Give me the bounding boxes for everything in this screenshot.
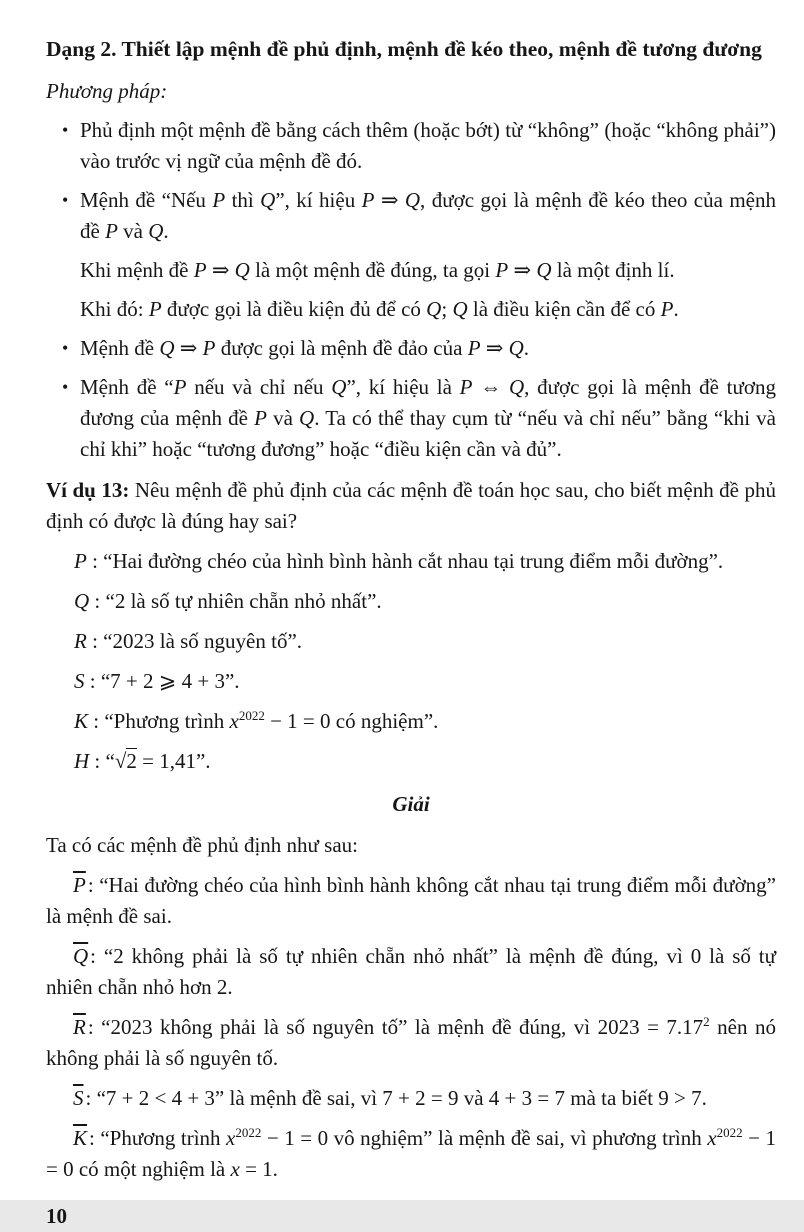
text-run: Khi đó: bbox=[80, 297, 149, 321]
page-number: 10 bbox=[46, 1204, 67, 1228]
text-run: . bbox=[523, 336, 530, 360]
example-13-statement bbox=[46, 475, 776, 537]
text-run: : “Phương trình bbox=[88, 709, 230, 733]
text-run: √ bbox=[114, 749, 127, 773]
text-run: 2022 bbox=[235, 1125, 262, 1140]
text-run: ”, kí hiệu bbox=[275, 188, 362, 212]
method-bullet-equivalence bbox=[46, 372, 776, 465]
text-run: Ví dụ 13: bbox=[46, 478, 130, 502]
text-run: Q bbox=[509, 375, 525, 399]
text-run: 2022 bbox=[238, 708, 265, 723]
negation-K bbox=[46, 1123, 776, 1185]
text-run: 2022 bbox=[716, 1125, 743, 1140]
text-run: Mệnh đề bbox=[80, 336, 160, 360]
text-run: K bbox=[74, 709, 89, 733]
text-run: : “Hai đường chéo của hình bình hành không cắt nhau tại trung điểm mỗi đường” là mệnh đề sai. bbox=[46, 873, 776, 928]
text-run: ”, kí hiệu là bbox=[346, 375, 460, 399]
text-run: được gọi là mệnh đề đảo của bbox=[215, 336, 468, 360]
text-run: $\overline{S}$ bbox=[73, 1086, 84, 1110]
proposition-Q bbox=[74, 586, 776, 617]
text-run: : “2 không phải là số tự nhiên chẵn nhỏ nhất” là mệnh đề đúng, vì 0 là số tự nhiên chẵn nhỏ hơn 2. bbox=[46, 944, 776, 999]
solution-title: Giải bbox=[392, 792, 430, 816]
text-run: P bbox=[105, 219, 118, 243]
text-run: P bbox=[74, 549, 87, 573]
bullet-icon: • bbox=[62, 338, 69, 358]
text-run: ; bbox=[441, 297, 453, 321]
text-run: . Ta có thể thay cụm từ “nếu và chỉ nếu” bằng “khi và chỉ khi” hoặc “tương đương” hoặc “điều kiện cần và đủ”. bbox=[80, 406, 776, 461]
text-run: = 1,41”. bbox=[136, 749, 211, 773]
text-run: là một định lí. bbox=[551, 258, 675, 282]
text-run: 2 bbox=[703, 1014, 710, 1029]
text-run: Mệnh đề “Nếu bbox=[80, 188, 213, 212]
text-run: và bbox=[117, 219, 149, 243]
text-run: Q bbox=[508, 336, 524, 360]
text-run: S bbox=[74, 669, 85, 693]
text-run: Q bbox=[426, 297, 442, 321]
text-run: và bbox=[266, 406, 300, 430]
text-run: H bbox=[74, 749, 90, 773]
text-run: Q bbox=[159, 336, 175, 360]
text-run: ⇒ bbox=[480, 336, 509, 360]
proposition-R bbox=[74, 626, 776, 657]
text-run: , được gọi là mệnh đề kéo theo của mệnh đề bbox=[80, 188, 777, 243]
text-run: 2 bbox=[126, 749, 137, 773]
negation-P bbox=[46, 870, 776, 932]
text-run: P bbox=[148, 297, 162, 321]
bullet-icon: • bbox=[62, 190, 69, 210]
text-run: ⇒ bbox=[206, 258, 235, 282]
negation-S bbox=[46, 1083, 776, 1114]
text-run: : “2023 là số nguyên tố”. bbox=[86, 629, 303, 653]
text-run: là một mệnh đề đúng, ta gọi bbox=[249, 258, 496, 282]
text-run: x bbox=[707, 1126, 717, 1150]
text-run: thì bbox=[225, 188, 261, 212]
text-run: : “7 + 2 ⩾ 4 + 3”. bbox=[84, 669, 240, 693]
text-run: . bbox=[673, 297, 679, 321]
bullet-icon: • bbox=[62, 120, 69, 140]
text-run: , được gọi là mệnh đề tương đương của mệnh đề bbox=[80, 375, 776, 430]
bullet-text bbox=[80, 185, 776, 247]
text-run: x bbox=[229, 709, 239, 733]
text-run: nên nó không phải là số nguyên tố. bbox=[46, 1015, 776, 1070]
text-run: P bbox=[212, 188, 226, 212]
text-run: ⇒ bbox=[374, 188, 405, 212]
method-bullet-implication bbox=[46, 185, 776, 247]
text-run: Q bbox=[536, 258, 552, 282]
text-run: x bbox=[230, 1157, 240, 1181]
text-run: P bbox=[467, 336, 481, 360]
negation-Q bbox=[46, 941, 776, 1003]
text-run: Phủ định một mệnh đề bằng cách thêm (hoặc bớt) từ “không” (hoặc “không phải”) vào trước vị ngữ của mệnh đề đó. bbox=[80, 118, 776, 173]
bullet-text bbox=[80, 115, 776, 177]
text-run: Khi mệnh đề bbox=[80, 258, 194, 282]
text-run: . bbox=[163, 219, 169, 243]
text-run: $\overline{Q}$ bbox=[73, 944, 89, 968]
proposition-H bbox=[74, 746, 776, 777]
text-run: Q bbox=[260, 188, 276, 212]
text-run: $\overline{P}$ bbox=[73, 873, 86, 897]
note-conditions bbox=[80, 294, 776, 325]
text-run: được gọi là điều kiện đủ để có bbox=[161, 297, 427, 321]
text-run: nếu và chỉ nếu bbox=[186, 375, 332, 399]
text-run: x bbox=[226, 1126, 236, 1150]
text-run: P bbox=[660, 297, 674, 321]
proposition-S bbox=[74, 666, 776, 697]
note-theorem bbox=[80, 255, 776, 286]
bullet-icon: • bbox=[62, 377, 69, 397]
text-run: ⇒ bbox=[174, 336, 203, 360]
text-run: : “Phương trình bbox=[89, 1126, 227, 1150]
text-run: ⇔ bbox=[472, 375, 509, 399]
text-run: : “ bbox=[89, 749, 115, 773]
solution-intro: Ta có các mệnh đề phủ định như sau: bbox=[46, 833, 358, 857]
text-run: P bbox=[254, 406, 267, 430]
method-label: Phương pháp: bbox=[46, 79, 168, 103]
method-bullet-negation bbox=[46, 115, 776, 177]
proposition-P bbox=[74, 546, 776, 577]
text-run: R bbox=[74, 629, 87, 653]
text-run: : “7 + 2 < 4 + 3” là mệnh đề sai, vì 7 + 2 = 9 và 4 + 3 = 7 mà ta biết 9 > 7. bbox=[85, 1086, 707, 1110]
text-run: $\overline{K}$ bbox=[73, 1126, 88, 1150]
text-run: P bbox=[202, 336, 216, 360]
text-run: Q bbox=[234, 258, 250, 282]
text-run: P bbox=[495, 258, 509, 282]
text-run: P bbox=[173, 375, 187, 399]
text-run: Q bbox=[404, 188, 421, 212]
text-run: Mệnh đề “ bbox=[80, 375, 174, 399]
text-run: − 1 = 0 có một nghiệm là bbox=[46, 1126, 776, 1181]
text-run: Q bbox=[331, 375, 347, 399]
method-bullet-converse bbox=[46, 333, 776, 364]
text-run: P bbox=[193, 258, 207, 282]
text-run: : “2023 không phải là số nguyên tố” là mệnh đề đúng, vì 2023 = 7.17 bbox=[87, 1015, 704, 1039]
negation-R bbox=[46, 1012, 776, 1074]
text-run: ⇒ bbox=[508, 258, 537, 282]
text-run: Q bbox=[148, 219, 164, 243]
section-heading: Dạng 2. Thiết lập mệnh đề phủ định, mệnh đề kéo theo, mệnh đề tương đương bbox=[46, 37, 762, 61]
text-run: − 1 = 0 có nghiệm”. bbox=[264, 709, 439, 733]
text-run: $\overline{R}$ bbox=[73, 1015, 86, 1039]
text-run: P bbox=[459, 375, 473, 399]
text-run: là điều kiện cần để có bbox=[467, 297, 661, 321]
proposition-K bbox=[74, 706, 776, 737]
bullet-text bbox=[80, 372, 776, 465]
text-run: Nêu mệnh đề phủ định của các mệnh đề toán học sau, cho biết mệnh đề phủ định có được là đúng hay sai? bbox=[46, 478, 776, 533]
text-run: Q bbox=[74, 589, 90, 613]
text-run: : “2 là số tự nhiên chẵn nhỏ nhất”. bbox=[89, 589, 382, 613]
text-run: : “Hai đường chéo của hình bình hành cắt nhau tại trung điểm mỗi đường”. bbox=[86, 549, 724, 573]
text-run: Q bbox=[452, 297, 468, 321]
text-run: Q bbox=[299, 406, 315, 430]
text-run: P bbox=[361, 188, 375, 212]
text-run: = 1. bbox=[239, 1157, 278, 1181]
bullet-text bbox=[80, 333, 776, 364]
text-run: − 1 = 0 vô nghiệm” là mệnh đề sai, vì phương trình bbox=[261, 1126, 708, 1150]
